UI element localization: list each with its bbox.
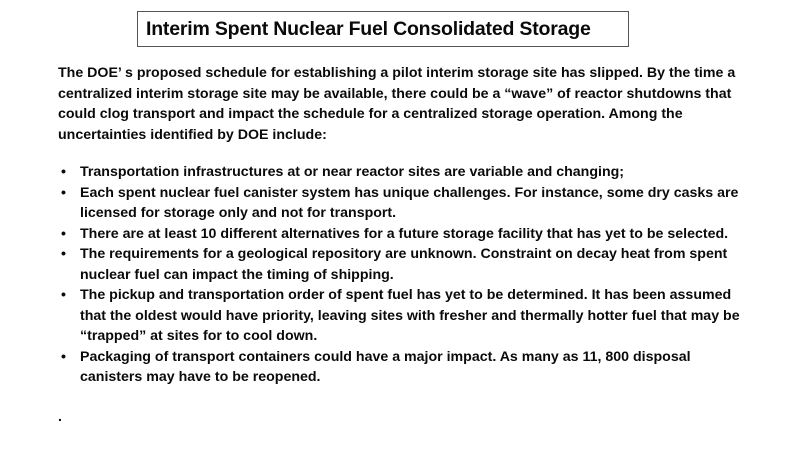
bullet-icon: • bbox=[61, 348, 66, 365]
list-item-text: The pickup and transportation order of spent fuel has yet to be determined. It has been assumed that the oldest would have priority, leaving sites with fresher and thermally hotter fuel that may be “trapped” at sites for to cool down. bbox=[80, 287, 740, 344]
bullet-icon: • bbox=[61, 164, 66, 180]
bullet-icon: • bbox=[61, 225, 66, 242]
uncertainties-list bbox=[58, 162, 748, 388]
list-item bbox=[58, 244, 748, 285]
list-item bbox=[58, 183, 748, 224]
bullet-icon: • bbox=[61, 184, 66, 201]
list-item bbox=[58, 224, 748, 245]
list-item bbox=[58, 285, 748, 347]
list-item bbox=[58, 162, 748, 183]
list-item-text: Transportation infrastructures at or near reactor sites are variable and changing; bbox=[80, 164, 625, 180]
slide-title: Interim Spent Nuclear Fuel Consolidated Storage bbox=[146, 17, 591, 40]
list-item-text: The requirements for a geological repository are unknown. Constraint on decay heat from spent nuclear fuel can impact the timing of shipping. bbox=[80, 246, 728, 283]
list-item-text: Each spent nuclear fuel canister system has unique challenges. For instance, some dry casks are licensed for storage only and not for transport. bbox=[80, 184, 739, 221]
slide-title-box bbox=[137, 11, 629, 47]
intro-paragraph: The DOE’ s proposed schedule for establishing a pilot interim storage site has slipped. By the time a centralized interim storage site may be available, there could be a “wave” of reactor shutdowns that could clog transport and impact the schedule for a centralized storage operation. Among the uncertainties identified by DOE include: bbox=[58, 65, 736, 143]
trailing-mark: . bbox=[58, 409, 62, 425]
list-item-text: Packaging of transport containers could have a major impact. As many as 11, 800 disposal canisters may have to be reopened. bbox=[80, 348, 691, 385]
bullet-icon: • bbox=[61, 246, 66, 262]
list-item bbox=[58, 347, 748, 388]
list-item-text: There are at least 10 different alternatives for a future storage facility that has yet to be selected. bbox=[80, 225, 729, 242]
bullet-icon: • bbox=[61, 287, 66, 303]
